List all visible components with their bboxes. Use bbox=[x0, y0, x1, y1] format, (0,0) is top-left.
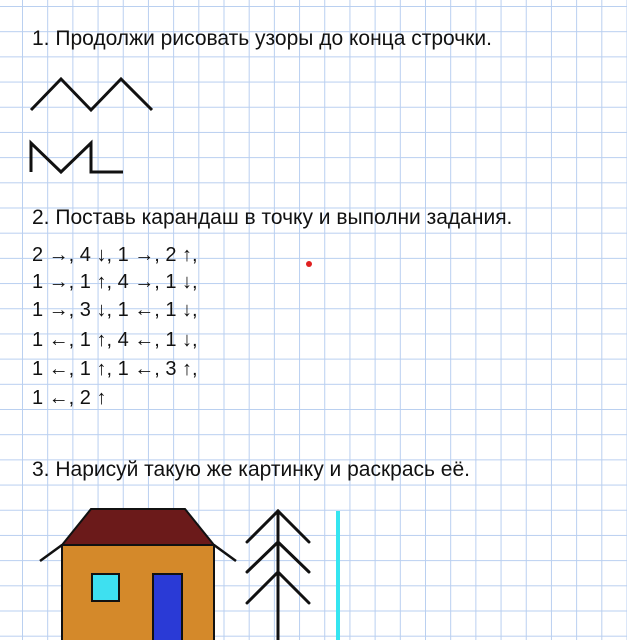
step-pattern bbox=[31, 143, 123, 172]
house-door bbox=[153, 574, 182, 640]
tree-drawing bbox=[247, 511, 309, 640]
roof-eave-left bbox=[40, 545, 62, 561]
command-row: 1 →, 3 ↓, 1 ←, 1 ↓, bbox=[32, 299, 198, 321]
task3-title: 3. Нарисуй такую же картинку и раскрась её. bbox=[32, 458, 470, 481]
command-row: 1 ←, 1 ↑, 4 ←, 1 ↓, bbox=[32, 329, 198, 351]
house-roof bbox=[62, 509, 214, 545]
task1-title: 1. Продолжи рисовать узоры до конца строчки. bbox=[32, 27, 492, 50]
command-row: 1 ←, 1 ↑, 1 ←, 3 ↑, bbox=[32, 358, 198, 380]
command-row: 1 ←, 2 ↑ bbox=[32, 387, 107, 409]
house-window bbox=[92, 574, 119, 601]
roof-eave-right bbox=[214, 545, 236, 561]
zigzag-pattern bbox=[31, 79, 152, 110]
house-drawing bbox=[40, 509, 236, 640]
start-dot bbox=[306, 261, 312, 267]
command-row: 2 →, 4 ↓, 1 →, 2 ↑, bbox=[32, 244, 198, 266]
task2-title: 2. Поставь карандаш в точку и выполни задания. bbox=[32, 206, 513, 229]
house-wall bbox=[62, 545, 214, 640]
command-row: 1 →, 1 ↑, 4 →, 1 ↓, bbox=[32, 271, 198, 293]
